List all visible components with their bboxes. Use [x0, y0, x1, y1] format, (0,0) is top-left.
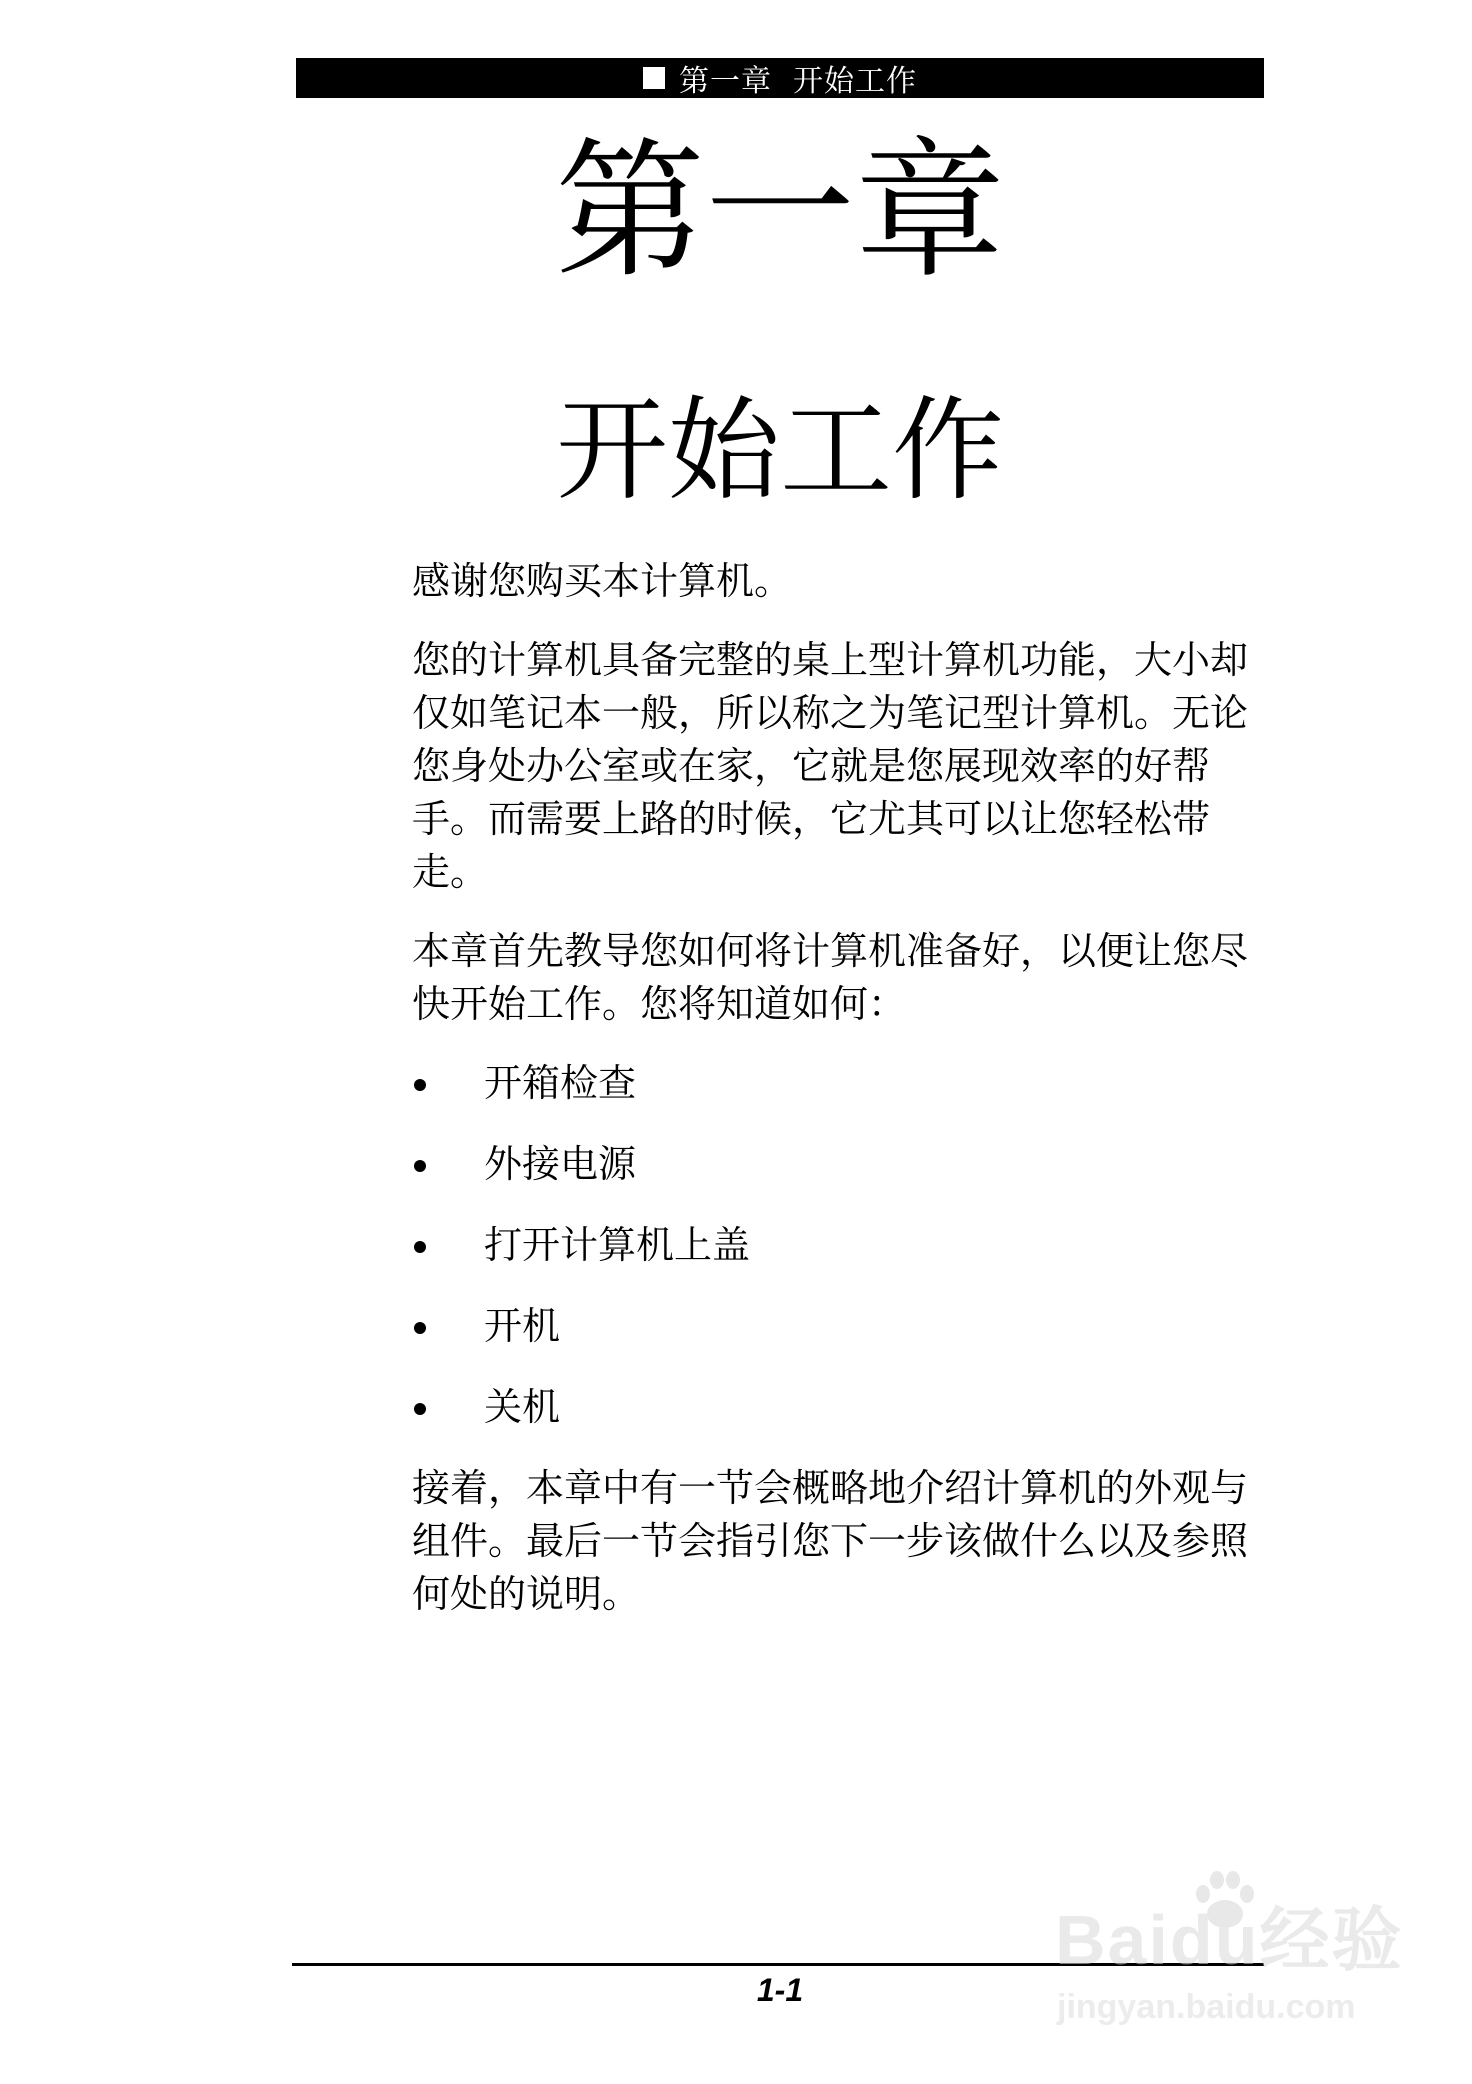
list-item-text: 开箱检查	[484, 1061, 637, 1105]
chapter-number: 第一章	[554, 125, 1005, 299]
task-list	[412, 1057, 1262, 1462]
description-paragraph: 您的计算机具备完整的桌上型计算机功能，大小却仅如笔记本一般，所以称之为笔记型计算机。无论您身处办公室或在家，它就是您展现效率的好帮手。而需要上路的时候，它尤其可以让您轻松带走。	[412, 638, 1249, 894]
bullet-dot-icon	[414, 1322, 426, 1334]
running-header	[296, 58, 1264, 98]
bullet-dot-icon	[414, 1241, 426, 1253]
watermark-logo: Baidu经验	[1055, 1901, 1404, 1979]
list-item-text: 开机	[484, 1304, 561, 1348]
closing-paragraph: 接着，本章中有一节会概略地介绍计算机的外观与组件。最后一节会指引您下一步该做什么以及参照何处的说明。	[412, 1466, 1249, 1616]
watermark-url: jingyan.baidu.com	[1057, 1988, 1356, 2026]
list-item	[412, 1219, 1262, 1300]
running-header-text: 第一章 开始工作	[678, 64, 918, 99]
list-item-text: 打开计算机上盖	[484, 1223, 751, 1267]
chapter-title: 开始工作	[556, 386, 1004, 516]
baidu-watermark	[1045, 1860, 1405, 2060]
bullet-dot-icon	[414, 1079, 426, 1091]
bullet-dot-icon	[414, 1403, 426, 1415]
list-item	[412, 1057, 1262, 1138]
list-item-text: 关机	[484, 1385, 561, 1429]
intro-paragraph: 感谢您购买本计算机。	[412, 559, 793, 603]
list-item	[412, 1381, 1262, 1462]
list-item-text: 外接电源	[484, 1142, 637, 1186]
chapter-body	[412, 555, 1262, 1647]
list-item	[412, 1138, 1262, 1219]
bullet-dot-icon	[414, 1160, 426, 1172]
page-number: 1-1	[756, 1972, 804, 2008]
square-bullet-icon	[643, 67, 665, 89]
list-item	[412, 1300, 1262, 1381]
overview-paragraph: 本章首先教导您如何将计算机准备好，以便让您尽快开始工作。您将知道如何：	[412, 929, 1249, 1026]
